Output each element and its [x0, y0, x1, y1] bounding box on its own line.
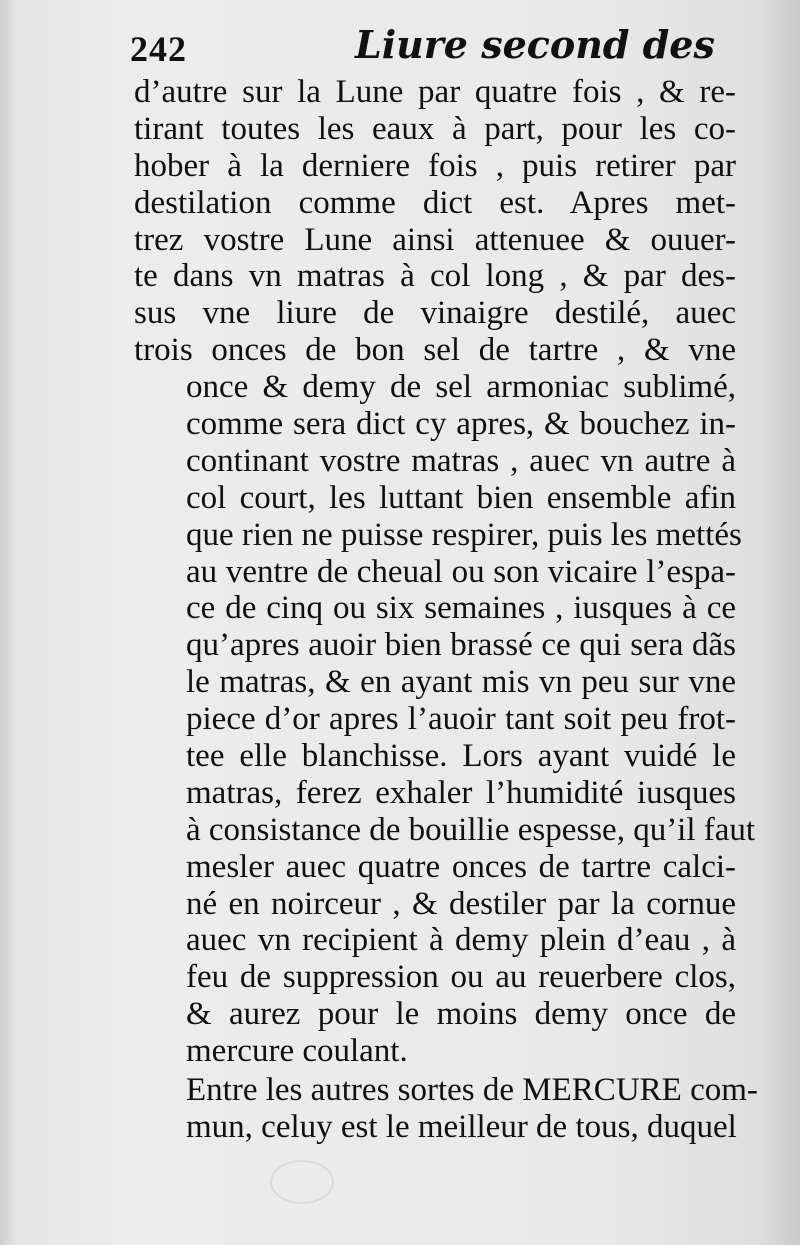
- running-head: Liure second des: [355, 22, 715, 67]
- text-line: destilation comme dict est. Apres met-: [134, 184, 736, 221]
- text-line: tirant toutes les eaux à part, pour les co-: [134, 110, 736, 147]
- text-line: & aurez pour le moins demy once de: [186, 996, 736, 1033]
- text-line: sus vne liure de vinaigre destilé, auec: [134, 295, 736, 332]
- page-number: 242: [130, 29, 187, 69]
- text-line: à consistance de bouillie espesse, qu’il faut: [186, 811, 756, 848]
- text-line: auec vn recipient à demy plein d’eau , à: [186, 922, 736, 959]
- text-line: matras, ferez exhaler l’humidité iusques: [186, 774, 736, 811]
- text-line: once & demy de sel armoniac sublimé,: [186, 369, 736, 406]
- text-line: le matras, & en ayant mis vn peu sur vne: [186, 664, 736, 701]
- text-line: d’autre sur la Lune par quatre fois , & re-: [134, 74, 736, 110]
- text-line: mesler auec quatre onces de tartre calci-: [186, 848, 736, 885]
- ink-smudge: [270, 1160, 334, 1204]
- text-line: trez vostre Lune ainsi attenuee & ouuer-: [134, 221, 736, 258]
- text-line: mun, celuy est le meilleur de tous, duquel: [186, 1108, 737, 1145]
- text-line: piece d’or apres l’auoir tant soit peu frot-: [186, 701, 736, 738]
- text-line: mercure coulant.: [186, 1033, 408, 1070]
- text-line: qu’apres auoir bien brassé ce qui sera dãs: [186, 627, 736, 664]
- text-line: col court, les luttant bien ensemble afin: [186, 479, 736, 516]
- text-line: trois onces de bon sel de tartre , & vne: [134, 332, 736, 369]
- text-line: ce de cinq ou six semaines , iusques à ce: [186, 590, 736, 627]
- text-line: né en noirceur , & destiler par la cornue: [186, 885, 736, 922]
- body-text: [134, 74, 758, 1146]
- text-line: comme sera dict cy apres, & bouchez in-: [186, 406, 736, 443]
- text-line: feu de suppression ou au reuerbere clos,: [186, 959, 736, 996]
- text-line: continant vostre matras , auec vn autre à: [186, 442, 736, 479]
- text-line: que rien ne puisse respirer, puis les mettés: [186, 516, 742, 553]
- text-line: hober à la derniere fois , puis retirer par: [134, 147, 736, 184]
- text-line: au ventre de cheual ou son vicaire l’espa-: [186, 553, 736, 590]
- page-header: [130, 18, 730, 78]
- text-line: te dans vn matras à col long , & par des-: [134, 258, 736, 295]
- paragraph-first-line: Entre les autres sortes de MERCURE com-: [186, 1072, 758, 1109]
- text-line: tee elle blanchisse. Lors ayant vuidé le: [186, 738, 736, 775]
